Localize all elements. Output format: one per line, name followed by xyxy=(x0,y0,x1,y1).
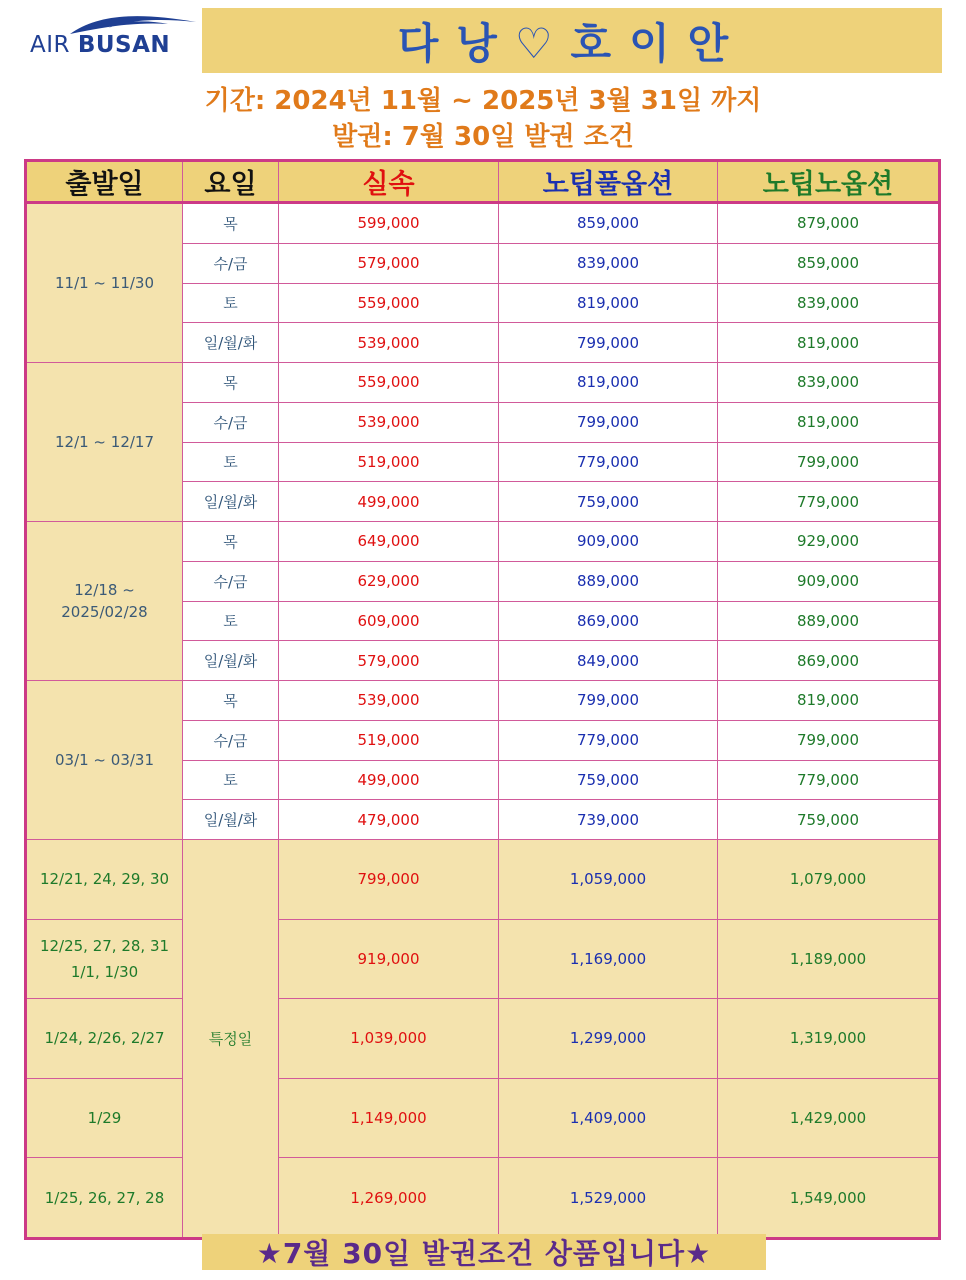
special-day-label: 특정일 xyxy=(183,840,279,1239)
weekday-cell: 토 xyxy=(183,601,279,641)
price-value-package: 539,000 xyxy=(279,402,499,442)
price-notip-full-option: 1,529,000 xyxy=(499,1158,718,1239)
price-value-package: 559,000 xyxy=(279,283,499,323)
special-dates-cell xyxy=(26,840,183,920)
price-notip-no-option: 859,000 xyxy=(718,243,940,283)
price-notip-full-option: 1,409,000 xyxy=(499,1078,718,1158)
price-notip-full-option: 739,000 xyxy=(499,800,718,840)
weekday-cell: 일/월/화 xyxy=(183,482,279,522)
table-row xyxy=(26,203,940,244)
table-row xyxy=(26,522,940,562)
price-notip-no-option: 819,000 xyxy=(718,323,940,363)
price-notip-no-option: 1,079,000 xyxy=(718,840,940,920)
price-notip-no-option: 929,000 xyxy=(718,522,940,562)
weekday-cell: 수/금 xyxy=(183,720,279,760)
price-notip-full-option: 779,000 xyxy=(499,720,718,760)
title-banner xyxy=(202,8,942,73)
special-dates-text: 1/1, 1/30 xyxy=(70,962,139,981)
price-notip-no-option: 879,000 xyxy=(718,203,940,244)
price-table xyxy=(24,159,941,1240)
price-notip-no-option: 799,000 xyxy=(718,442,940,482)
period-cell xyxy=(26,363,183,522)
price-notip-full-option: 799,000 xyxy=(499,323,718,363)
period-line-text: 11/1 ~ 11/30 xyxy=(54,274,155,292)
header-departure-date: 출발일 xyxy=(26,161,183,203)
price-notip-no-option: 1,429,000 xyxy=(718,1078,940,1158)
header-weekday: 요일 xyxy=(183,161,279,203)
logo-word-air: AIR xyxy=(30,32,70,58)
weekday-cell: 수/금 xyxy=(183,243,279,283)
price-notip-no-option: 1,319,000 xyxy=(718,999,940,1079)
period-line-text: 03/1 ~ 03/31 xyxy=(54,751,155,769)
weekday-cell: 수/금 xyxy=(183,561,279,601)
logo-word-busan: BUSAN xyxy=(77,32,171,58)
price-notip-full-option: 839,000 xyxy=(499,243,718,283)
table-row xyxy=(26,681,940,721)
period-cell xyxy=(26,522,183,681)
special-dates-text: 12/21, 24, 29, 30 xyxy=(39,870,170,889)
weekday-cell: 수/금 xyxy=(183,402,279,442)
period-line: 기간: 2024년 11월 ~ 2025년 3월 31일 까지 xyxy=(204,86,762,116)
weekday-cell: 목 xyxy=(183,363,279,403)
weekday-cell: 토 xyxy=(183,442,279,482)
ticketing-line: 발권: 7월 30일 발권 조건 xyxy=(332,122,634,152)
price-value-package: 579,000 xyxy=(279,641,499,681)
period-cell xyxy=(26,681,183,840)
special-dates-cell xyxy=(26,919,183,999)
price-notip-no-option: 1,549,000 xyxy=(718,1158,940,1239)
price-notip-full-option: 819,000 xyxy=(499,363,718,403)
price-notip-no-option: 839,000 xyxy=(718,363,940,403)
special-dates-text: 1/29 xyxy=(87,1109,122,1128)
special-dates-text: 1/24, 2/26, 2/27 xyxy=(44,1029,165,1048)
price-notip-no-option: 799,000 xyxy=(718,720,940,760)
air-busan-logo xyxy=(28,12,198,60)
special-dates-cell xyxy=(26,999,183,1079)
price-value-package: 649,000 xyxy=(279,522,499,562)
price-notip-no-option: 819,000 xyxy=(718,681,940,721)
price-value-package: 579,000 xyxy=(279,243,499,283)
price-notip-full-option: 889,000 xyxy=(499,561,718,601)
price-value-package: 519,000 xyxy=(279,720,499,760)
table-row xyxy=(26,363,940,403)
price-notip-full-option: 869,000 xyxy=(499,601,718,641)
price-value-package: 559,000 xyxy=(279,363,499,403)
special-date-row xyxy=(26,1078,940,1158)
price-notip-full-option: 819,000 xyxy=(499,283,718,323)
price-value-package: 1,269,000 xyxy=(279,1158,499,1239)
weekday-cell: 목 xyxy=(183,681,279,721)
header-value-package: 실속 xyxy=(279,161,499,203)
weekday-cell: 일/월/화 xyxy=(183,800,279,840)
special-date-row xyxy=(26,840,940,920)
special-dates-cell xyxy=(26,1158,183,1239)
price-value-package: 519,000 xyxy=(279,442,499,482)
period-line-text: 12/1 ~ 12/17 xyxy=(54,433,155,451)
weekday-cell: 목 xyxy=(183,522,279,562)
price-notip-full-option: 759,000 xyxy=(499,760,718,800)
price-notip-full-option: 779,000 xyxy=(499,442,718,482)
price-notip-full-option: 859,000 xyxy=(499,203,718,244)
price-value-package: 599,000 xyxy=(279,203,499,244)
header-notip-no-option: 노팁노옵션 xyxy=(718,161,940,203)
period-line-text: 2025/02/28 xyxy=(61,603,148,621)
price-notip-no-option: 909,000 xyxy=(718,561,940,601)
price-notip-full-option: 1,059,000 xyxy=(499,840,718,920)
price-notip-full-option: 909,000 xyxy=(499,522,718,562)
price-notip-full-option: 799,000 xyxy=(499,402,718,442)
price-notip-no-option: 759,000 xyxy=(718,800,940,840)
weekday-cell: 토 xyxy=(183,283,279,323)
price-value-package: 499,000 xyxy=(279,482,499,522)
special-dates-cell xyxy=(26,1078,183,1158)
price-table-body xyxy=(26,203,940,1239)
footer-banner xyxy=(202,1234,766,1270)
header-notip-full-option: 노팁풀옵션 xyxy=(499,161,718,203)
price-value-package: 1,039,000 xyxy=(279,999,499,1079)
period-cell xyxy=(26,203,183,363)
weekday-cell: 일/월/화 xyxy=(183,323,279,363)
price-notip-no-option: 1,189,000 xyxy=(718,919,940,999)
price-value-package: 799,000 xyxy=(279,840,499,920)
price-notip-full-option: 1,169,000 xyxy=(499,919,718,999)
weekday-cell: 토 xyxy=(183,760,279,800)
weekday-cell: 목 xyxy=(183,203,279,244)
price-notip-no-option: 839,000 xyxy=(718,283,940,323)
price-value-package: 629,000 xyxy=(279,561,499,601)
price-value-package: 609,000 xyxy=(279,601,499,641)
special-dates-text: 1/25, 26, 27, 28 xyxy=(44,1188,165,1207)
weekday-cell: 일/월/화 xyxy=(183,641,279,681)
price-notip-full-option: 799,000 xyxy=(499,681,718,721)
price-notip-no-option: 819,000 xyxy=(718,402,940,442)
price-notip-no-option: 779,000 xyxy=(718,760,940,800)
footer-note: ★7월 30일 발권조건 상품입니다★ xyxy=(256,1237,712,1270)
price-value-package: 479,000 xyxy=(279,800,499,840)
price-value-package: 539,000 xyxy=(279,681,499,721)
table-header-row xyxy=(26,161,940,203)
special-date-row xyxy=(26,1158,940,1239)
price-value-package: 499,000 xyxy=(279,760,499,800)
period-line-text: 12/18 ~ xyxy=(74,581,135,599)
special-date-row xyxy=(26,919,940,999)
page-title: 다낭♡호이안 xyxy=(397,18,747,68)
price-notip-full-option: 759,000 xyxy=(499,482,718,522)
price-notip-no-option: 889,000 xyxy=(718,601,940,641)
price-notip-no-option: 869,000 xyxy=(718,641,940,681)
price-notip-no-option: 779,000 xyxy=(718,482,940,522)
special-date-row xyxy=(26,999,940,1079)
logo-wordmark xyxy=(30,32,170,58)
price-notip-full-option: 1,299,000 xyxy=(499,999,718,1079)
price-notip-full-option: 849,000 xyxy=(499,641,718,681)
price-value-package: 919,000 xyxy=(279,919,499,999)
price-value-package: 539,000 xyxy=(279,323,499,363)
special-dates-text: 12/25, 27, 28, 31 xyxy=(39,936,170,955)
price-value-package: 1,149,000 xyxy=(279,1078,499,1158)
